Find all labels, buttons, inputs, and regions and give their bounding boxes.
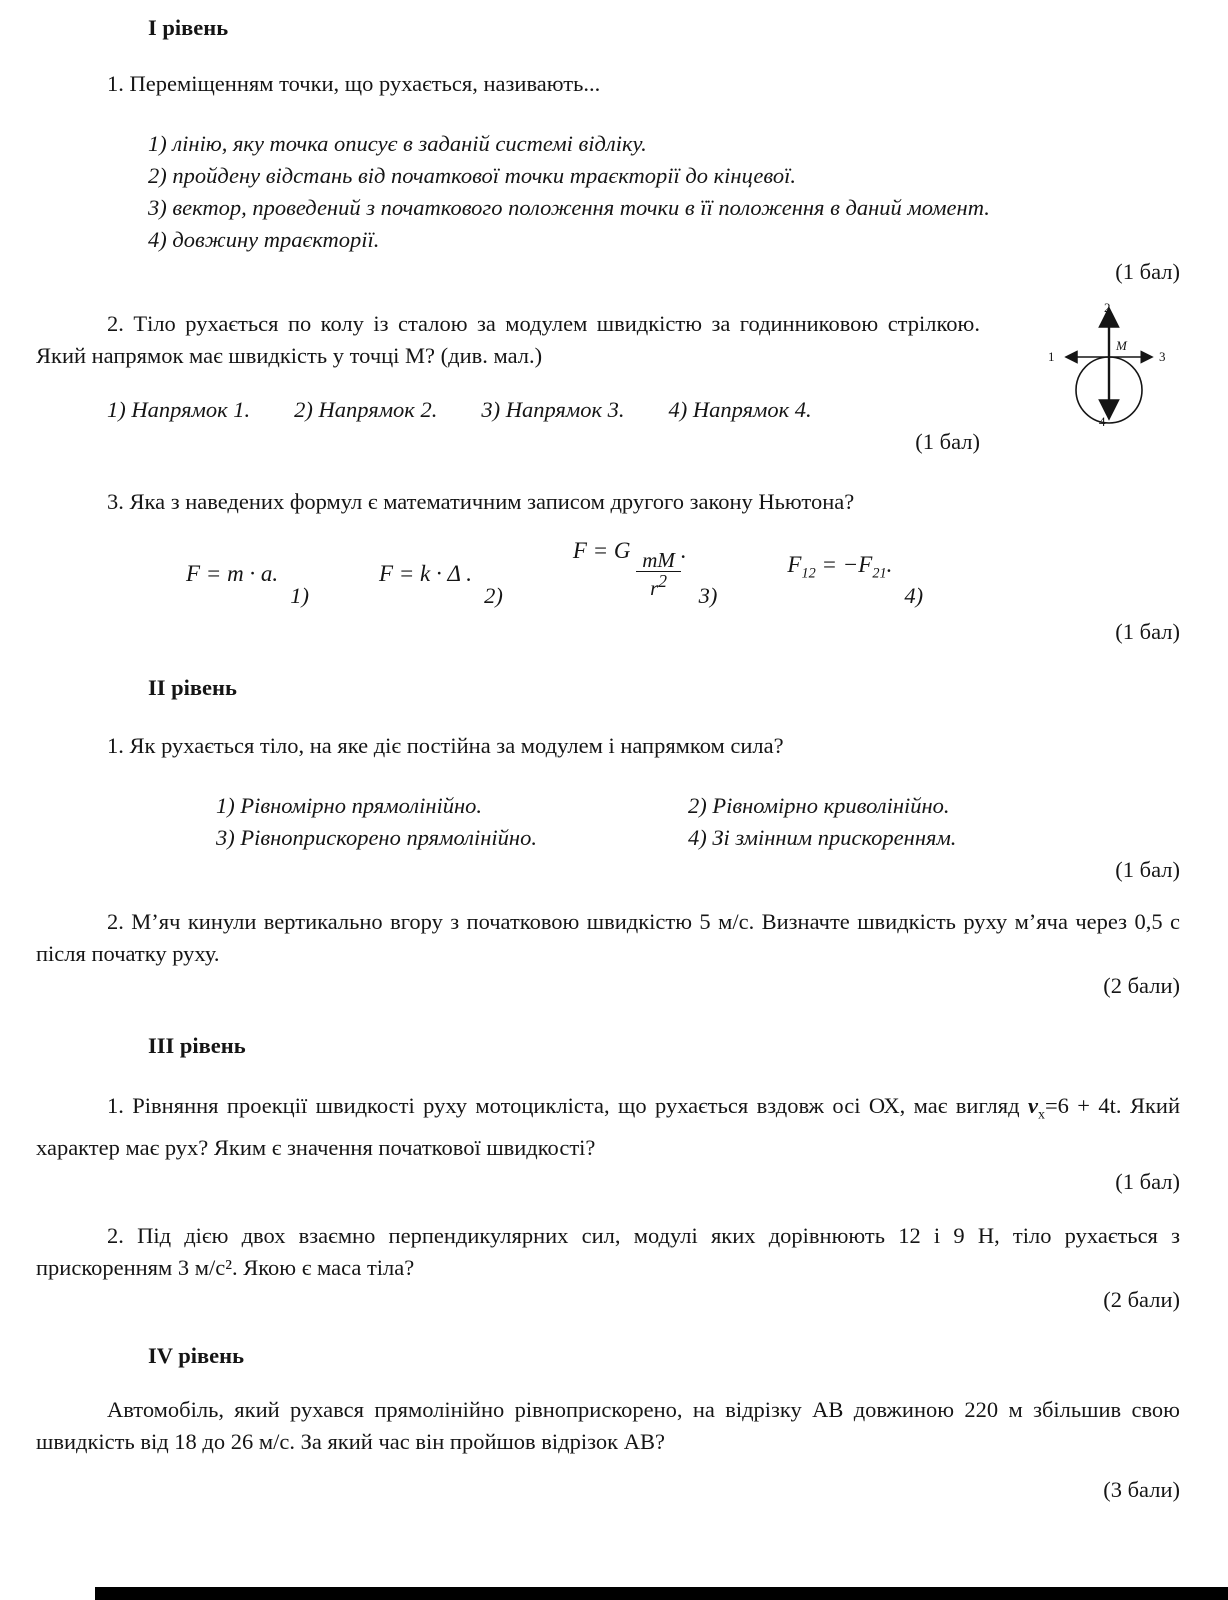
formula-newton-second-law: F = m · a.: [186, 561, 279, 586]
option-item: 4) Напрямок 4.: [668, 397, 812, 422]
formula-number: 2): [484, 583, 503, 608]
diagram-label-1: 1: [1048, 349, 1055, 364]
s4-q-text: Автомобіль, який рухався прямолінійно рівноприскорено, на відрізку АВ довжиною 220 м збільшив свою швидкість від 18 до 26 м/с. За який час він пройшов відрізок АВ?: [36, 1396, 1180, 1454]
s2-q2-text: 2. М’яч кинули вертикально вгору з початковою швидкістю 5 м/с. Визначте швидкість руху м’яча через 0,5 с після початку руху.: [36, 909, 1180, 966]
s3-q1-text: 1. Рівняння проекції швидкості руху мотоцикліста, що рухається вздовж осі ОХ, має вигляд $v_x=6 + 4t$. Який характер має рух? Яким є значення початкової швидкості?: [36, 1093, 1180, 1160]
s1-q3-formulas: [186, 537, 1180, 612]
velocity-variable: v: [1027, 1093, 1038, 1118]
s1-q3-text: 3. Яка з наведених формул є математичним записом другого закону Ньютона?: [107, 489, 855, 514]
section-1-heading: І рівень: [148, 15, 229, 40]
s1-q1-text: 1. Переміщенням точки, що рухається, називають...: [107, 71, 601, 96]
option-item: 3) Напрямок 3.: [481, 397, 625, 422]
option-item: 2) Рівномірно криволінійно.: [688, 793, 950, 818]
option-item: 4) Зі змінним прискоренням.: [688, 825, 957, 850]
fraction: $\frac{mM}{r^2}$: [636, 549, 681, 599]
formula-gravity: F = G $\frac{mM}{r^2}$ .: [572, 537, 687, 600]
section-2-heading: ІІ рівень: [148, 675, 237, 700]
formula-number: 3): [698, 583, 718, 608]
s3-q2-score: (2 бали): [1103, 1286, 1180, 1312]
section-3-heading: ІІІ рівень: [148, 1033, 246, 1058]
s1-q2-score: (1 бал): [915, 429, 980, 454]
diagram-point-m: M: [1116, 338, 1127, 353]
option-item: 1) Рівномірно прямолінійно.: [216, 793, 483, 818]
option-item: 1) Напрямок 1.: [107, 397, 251, 422]
s2-q1-score: (1 бал): [1115, 857, 1180, 882]
option-item: 4) довжину траєкторії.: [148, 227, 380, 252]
scan-edge-bar: [95, 1587, 1228, 1600]
s1-q2-text: 2. Тіло рухається по колу із сталою за модулем швидкістю за годинниковою стрілкою. Який напрямок має швидкість у точці М? (див. мал.): [36, 311, 980, 368]
formula-third-law: $F_{12} = -F_{21}$.: [787, 552, 893, 582]
formula-number: 4): [904, 583, 924, 608]
formula-hooke: F = k · Δ .: [378, 561, 473, 586]
option-item: 3) Рівноприскорено прямолінійно.: [216, 825, 537, 850]
formula-item-3: [572, 537, 718, 612]
formula-item-2: [378, 561, 503, 612]
s4-q-score: (3 бали): [1103, 1476, 1180, 1502]
s2-q2-score: (2 бали): [1103, 973, 1180, 998]
formula-item-4: [787, 552, 924, 612]
option-item: 2) пройдену відстань від початкової точки траєкторії до кінцевої.: [148, 163, 796, 188]
diagram-label-4: 4: [1099, 414, 1106, 429]
section-4-heading: IV рівень: [148, 1342, 244, 1368]
s1-q3-score: (1 бал): [1115, 619, 1180, 644]
s1-q2-options: [107, 394, 980, 426]
s2-q1-text: 1. Як рухається тіло, на яке діє постійна за модулем і напрямком сила?: [107, 733, 784, 758]
s1-q1-score: (1 бал): [1115, 259, 1180, 284]
option-item: 3) вектор, проведений з початкового положення точки в її положення в даний момент.: [148, 195, 990, 220]
formula-number: 1): [290, 583, 309, 608]
s2-q1-options: [216, 790, 1180, 854]
s1-q1-options: [148, 128, 1180, 256]
option-item: 1) лінію, яку точка описує в заданій системі відліку.: [148, 131, 647, 156]
diagram-label-3: 3: [1159, 349, 1166, 364]
diagram-label-2: 2: [1104, 300, 1111, 315]
s1-q2-block: [36, 308, 980, 458]
option-item: 2) Напрямок 2.: [294, 397, 438, 422]
circle-motion-diagram: [1045, 300, 1173, 440]
s3-q1-score: (1 бал): [1115, 1168, 1180, 1194]
s3-q2-text: 2. Під дією двох взаємно перпендикулярних сил, модулі яких дорівнюють 12 і 9 Н, тіло рухається з прискоренням 3 м/с². Якою є маса тіла?: [36, 1222, 1180, 1280]
formula-item-1: [186, 561, 309, 612]
